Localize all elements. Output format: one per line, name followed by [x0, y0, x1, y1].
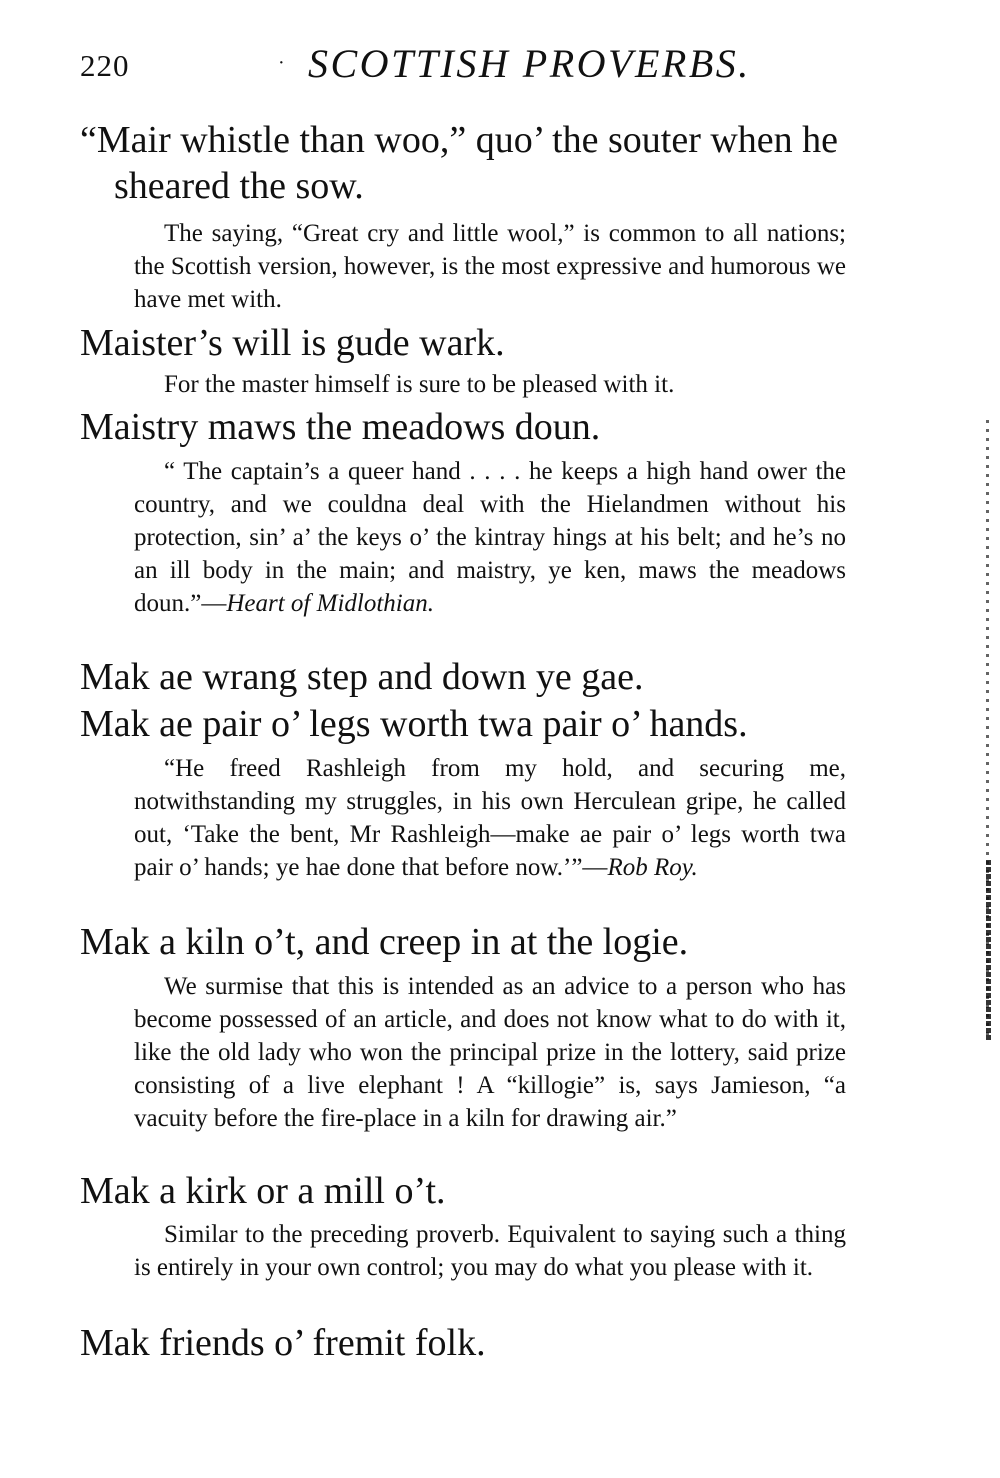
commentary: Similar to the preceding proverb. Equivalent to saying such a thing is entirely in your own control; you may do what you please with it.	[134, 1221, 846, 1281]
proverb: “Mair whistle than woo,” quo’ the souter when he sheared the sow.	[80, 119, 839, 207]
citation-source: Rob Roy.	[607, 854, 698, 881]
commentary: “He freed Rashleigh from my hold, and securing me, notwithstanding my struggles, in his own Herculean gripe, he called out, ‘Take the bent, Mr Rashleigh—make ae pair o’ legs worth twa pair o’ hands; ye hae done that before now.’”—Rob Roy.	[134, 755, 846, 881]
scan-edge-artifact	[986, 860, 991, 1040]
proverb: Maistry maws the meadows doun.	[80, 406, 601, 448]
proverb: Mak friends o’ fremit folk.	[80, 1322, 486, 1364]
proverb: Mak a kirk or a mill o’t.	[80, 1170, 446, 1212]
proverb: Mak ae wrang step and down ye gae.	[80, 656, 644, 698]
running-title: SCOTTISH PROVERBS.	[308, 41, 751, 86]
proverb: Mak a kiln o’t, and creep in at the logie.	[80, 921, 689, 963]
proverb: Mak ae pair o’ legs worth twa pair o’ hands.	[80, 703, 748, 745]
commentary: “ The captain’s a queer hand . . . . he keeps a high hand ower the country, and we couldna deal with the Hielandmen without his protection, sin’ a’ the keys o’ the kintray hings at his belt; and he’s no an ill body in the main; and maistry, ye ken, maws the meadows doun.”—Heart of Midlothian.	[134, 458, 846, 617]
commentary: We surmise that this is intended as an advice to a person who has become possessed of an article, and does not know what to do with it, like the old lady who won the principal prize in the lottery, said prize consisting of a live elephant ! A “killogie” is, says Jamieson, “a vacuity before the fire-place in a kiln for drawing air.”	[134, 973, 846, 1132]
commentary: The saying, “Great cry and little wool,” is common to all nations; the Scottish version, however, is the most expressive and humorous we have met with.	[134, 220, 846, 313]
header-dot: ·	[278, 52, 285, 74]
citation-source: Heart of Midlothian.	[226, 590, 434, 617]
proverb: Maister’s will is gude wark.	[80, 322, 505, 364]
commentary: For the master himself is sure to be pleased with it.	[164, 371, 675, 398]
page-number: 220	[80, 48, 130, 83]
